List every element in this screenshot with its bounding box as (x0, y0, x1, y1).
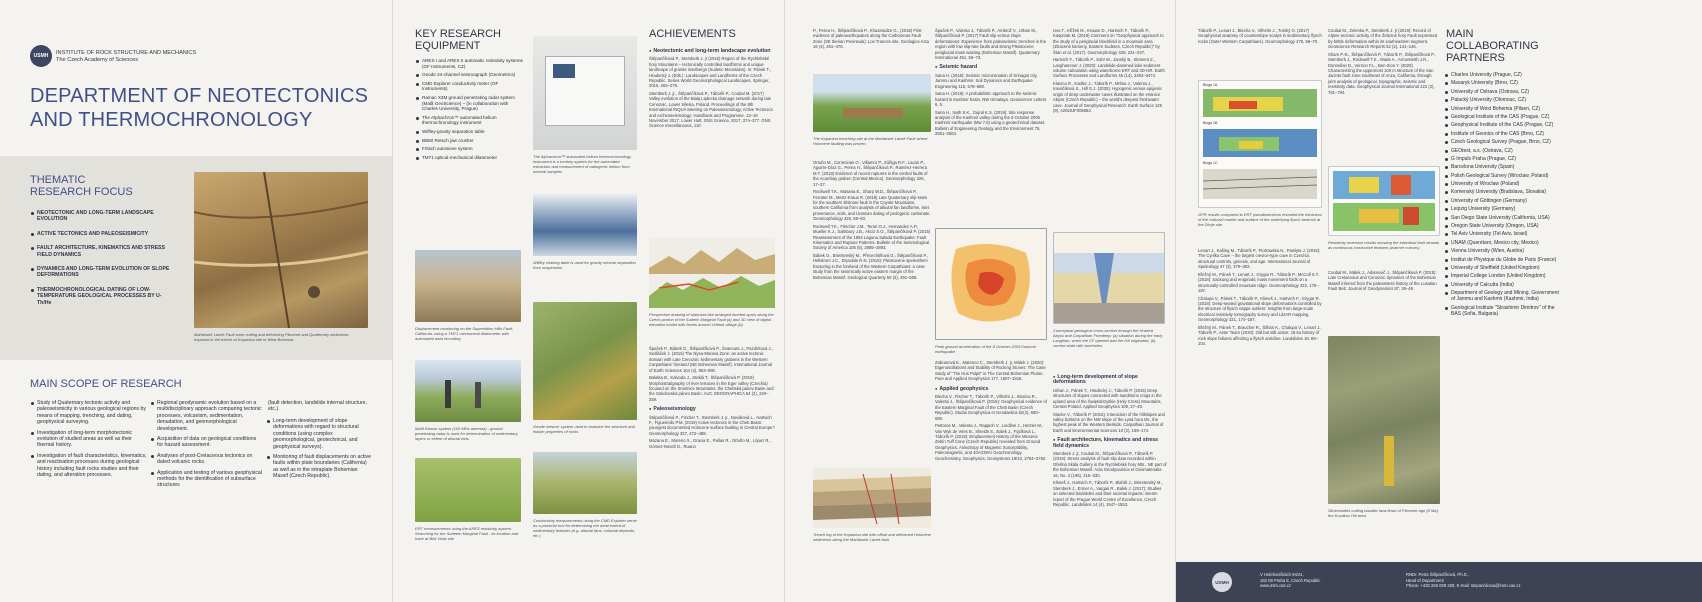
trench-photo-caption: Mariánské Lázně Fault zone cutting and deforming Pliocene and Quaternary sediments exposed in the trench at Kopanina site in West Bohemia (194, 332, 349, 342)
radar-photo (415, 360, 521, 422)
kopanina-caption: The Kopanina trenching site at the Mariánské Lázně Fault where Holocene faulting was proven. (813, 136, 928, 146)
partners-title (1446, 28, 1539, 64)
refs-col5-mid (935, 360, 1047, 463)
institute-line2: The Czech Academy of Sciences (56, 57, 139, 63)
scope-item: Acquisition of data on geological conditions for hazard assessment. (150, 436, 262, 449)
geode-caption: Geode seismic system used to examine the structure and elastic properties of rocks (533, 424, 635, 434)
gpr-label: Bizga 1A (1203, 83, 1218, 87)
partner-item: Institut de Physique du Globe de Paris (France) (1444, 257, 1562, 263)
resistivity-caption: Resistivity inversion results showing the individual fault strands as continuous conductive features (warmer colours) (1328, 240, 1440, 250)
reference: Klanica R., Kadlec J., Táborík P., Mrlina J., Valenta J., Kováčiková S., Hill G.J. (2020): Hypogenic versus epigenic origin of deep underwater caves illustrated on the Hranice Abyss (Czech Republic) – the world's deepest freshwater cave. Journal of Geophysical Research: Earth Surface 125 (9), e2020JF005663. (1053, 81, 1163, 114)
dilatometer-caption: Displacement monitoring on the Superstition Hills Fault, California, using a TM71 mechanical dilatometer with automated data recording (415, 326, 514, 341)
pga-map (935, 228, 1047, 340)
address-link[interactable]: www.irsm.cas.cz (1260, 583, 1291, 589)
partner-item: Oregon State University (Oregon, USA) (1444, 223, 1562, 229)
ert-photo (415, 458, 521, 522)
trench-photo (194, 172, 368, 328)
partner-item: Tel Aviv University (Tel Aviv, Israel) (1444, 231, 1562, 237)
institute-line1: INSTITUTE OF ROCK STRUCTURE AND MECHANICS (56, 50, 197, 56)
reference: Pettoros M., Valenta J., Rappich V., Lindline J., Hetzler M., Van Wyk de Vries B., Shields S., Balek J., Fojtíková L., Táborík P. (2019): Emplacement History of the Miocene Zebín Tuff Cone (Czech Republic) revealed from Ground Geophysics, Anisotropy of Magnetic Susceptibility, Paleomagnetic, and 40Ar/39Ar Geochronology. Geochemistry, Geophysics, Geosystems 19/10, 3764–3792. (935, 423, 1047, 461)
equipment-title-line1: KEY RESEARCH (415, 28, 501, 40)
dilatometer-photo (415, 250, 521, 322)
reference: Rockwell T.K., Masana E., Sharp W.D., Štěpančíková P., Ferrater M., Mertz-Kraus R. (2019) Late Quaternary slip-rates for the southern Elsinore fault in the Coyote Mountains, southern California from analysis of alluvial fan landforms, islet provenance, soils, and Uranium dating of pedogenic carbonate. Geomorphology 326, 68–93. (813, 189, 931, 222)
reference: Balatka B., Kalvoda J., Steklá T., Štěpančíková P. (2019) Morphostratigraphy of river terraces in the Eger valley (Czechia) focused on the Smolnice Mountains, the Chebská pánev Basin and the Sokolovská pánev Basin. AUC GEOGRAPHICA 54 (2), 240–259. (649, 375, 774, 402)
panel-references (785, 0, 1175, 602)
partner-item: University of Göttingen (Germany) (1444, 198, 1562, 204)
equipment-item: Fritsch autosieve system (415, 146, 523, 152)
focus-item: DYNAMICS AND LONG-TERM EVOLUTION OF SLOPE DEFORMATIONS (30, 266, 170, 279)
partner-item: University of Wroclaw (Poland) (1444, 181, 1562, 187)
partners-list (1444, 72, 1562, 319)
partner-item: Department of Geology and Mining, Government of Jammu and Kashmir (Kashmir, India) (1444, 290, 1562, 302)
contact-line1: RNDr. Petra Štěpančíková, Ph.D., (1406, 572, 1470, 577)
trench-photo-detail (194, 172, 368, 328)
reference: Lenart J., Kašing M., Táborík P., Piotrowska N., Pawlyta J. (2018): The Cyrilka Cave – the largest crevice-type cave in Czechia: structural controls, genesis, and age. International Journal of Speleology 47 (3), 379–392. (1198, 248, 1321, 270)
refs-col4-mid (813, 160, 931, 282)
cmd-photo (533, 452, 637, 514)
reference: Ortuño M., Corominas O., Villamor P., Zúñiga R.F., Lacan P., Aguirre-Díaz G., Perea H., Štěpančíková P., Ramírez-Herrera M.T. (2019) Evidence of recent ruptures in the central faults of the Acambay graben (Central Mexico). Geomorphology 326, 17–37. (813, 160, 928, 187)
partner-item: Geological Institute "Strashimir Dimitrov" of the BAS (Sofia, Bulgaria) (1444, 305, 1562, 317)
partner-item: University of Calcutta (India) (1444, 282, 1562, 288)
footer-address (1260, 572, 1320, 589)
partner-item: Imperial College London (United Kingdom) (1444, 273, 1562, 279)
achievements-col (649, 44, 775, 131)
gpr-label: Bizga 1C (1203, 161, 1218, 165)
partner-item: GEOtest, a.s. (Ostrava, CZ) (1444, 148, 1562, 154)
partner-item: San Diego State University (California, USA) (1444, 215, 1562, 221)
reference: Urban J., Pánek T., Hradecký J., Táborík P. (2015) Deep structures of slopes connected with sandstone crags in the upland area of the Šwiętokrzyskie (Holy Cross) Mountains, Central Poland. Applied Geophysics 109, 27–40. (1053, 387, 1162, 410)
department-title-line2: AND THERMOCHRONOLOGY (30, 109, 313, 131)
partners-title-line3: PARTNERS (1446, 52, 1505, 64)
reference: Sana H., Nath S.K., Gujral K.S. (2019): Site response analysis of the Kashmir valley during the 8 October 2005 Kashmir earthquake (Mw 7.6) using a geotechnical dataset. Bulletin of Engineering Geology and the Environment 78, 2551–2563. (935, 109, 1046, 137)
reference: Štěpančíková P., Fischer T., Stemberk J. jr., Nováková L., Hartvich F., Figueiredo P.M. (2019) Active tectonics in the Cheb Basin: youngest documented Holocene surface faulting in Central Europe? Geomorphology 327, 472–488. (649, 414, 775, 436)
reference: Coubal M., Zelenka P., Stemberk J. jr (2019): Record of Alpine tectonic activity of the Železné hory Fault expressed by brittle deformation within its southeastern segment. Geoscience Research Reports 52 (2), 141–146. (1328, 28, 1438, 50)
scope-col2 (150, 400, 262, 493)
gpr-pseudosections (1199, 81, 1321, 207)
equipment-item: BB50 Retsch jaw crusher (415, 138, 523, 144)
partner-item: Vienna University (Wien, Austria) (1444, 248, 1562, 254)
refs-col5-top (935, 28, 1047, 139)
perspective-drawing (649, 238, 775, 308)
partner-item: University of Ostrava (Ostrava, CZ) (1444, 89, 1562, 95)
partner-item: Barcelona University (Spain) (1444, 164, 1562, 170)
slickenside-person (1384, 436, 1394, 486)
radar-person (475, 382, 481, 408)
partner-item: Charles University (Prague, CZ) (1444, 72, 1562, 78)
reference: P., Perea H., Štěpančíková P., Khazaradze G., (2018) First evidence of paleoearthquakes along the Carboneras Fault Zone (SE Iberian Peninsula): Los Trances site. Geologica Acta 16 (4), 461–476. (813, 28, 929, 50)
resistivity-sections (1329, 167, 1439, 235)
partner-item: UNAM (Querétaro, Mexico city, Mexico) (1444, 240, 1562, 246)
panel-equipment (393, 0, 784, 602)
footer-logo-text: USMH (1215, 579, 1229, 585)
equipment-title-line2: EQUIPMENT (415, 40, 481, 52)
refs-col7-top (1198, 28, 1322, 46)
pga-map-drawing (936, 229, 1046, 339)
trench-log-caption: Trench log of the Kopanina site with offset and deformed Holocene sediments along the Mariánské Lázně fault (813, 532, 931, 542)
reference: Uva T., Křížek M., Krause D., Hartvich F., Táborík P., Kasprzak M. (2019) Comment on "Geophysical approach to the study of a periglacial blockfield in a mountain area (Ztracené kameny, Eastern Sudetes, Czech Republic)" by Štan et al. (2017). Geomorphology 328, 231–237. (1053, 28, 1164, 55)
contact-line2: Head of Department (1406, 577, 1444, 583)
reference: Klimeš J., Hartvich F., Táborík P., Blahůt J., Briestenský M., Stemberk J., Ermer A., Vargas R., Balek J. (2017): Studies on selected landslides and their societal impacts: interim report of the Prague World Centre of Excellence, Czech Republic. Landslides 14 (4), 1547–1553. (1053, 480, 1163, 507)
partner-item: Masaryk University (Brno, CZ) (1444, 80, 1562, 86)
hranice-profile (1053, 232, 1165, 324)
address-line1: V Holešovičkách 94/41, (1260, 572, 1304, 577)
gpr-caption: GPR results compared to ERT pseudosections revealed the thickness of the colluvial mantle and surface of the underlying flysch bedrock at the Zňoje site. (1198, 212, 1322, 227)
institute-logo (30, 45, 52, 67)
cmd-caption: Conductivity measurements using the CMD Explorer serve as a powerful tool for determining the areal extent of sedimentary features (e.g. alluvial fans, colluvial deposits, etc.) (533, 518, 637, 538)
logo-text: USMH (33, 53, 49, 59)
main-scope-title: MAIN SCOPE OF RESEARCH (30, 378, 182, 390)
partner-item: Institute of Geonics of the CAS (Brno, CZ) (1444, 131, 1562, 137)
reference: Coubal M., Málek J., Adamovič J., Štěpančíková P. (2015): Late Cretaceous and Cenozoic dynamics of the Bohemian Massif inferred from the paleostress history of the Lusatian Fault Belt. Journal of Geodynamics 87, 26–49. (1328, 270, 1437, 292)
equipment-item: Wilfley-gravity separation table (415, 129, 523, 135)
partner-item: Polish Geological Survey (Wroclaw, Poland) (1444, 173, 1562, 179)
contact-line3[interactable]: Phone: +420 266 009 328, E-mail: stepancikova@irsm.cas.cz (1406, 583, 1521, 589)
perspective-caption: Perspective drawing of staircase-like arranged faceted spurs along the Czech portion of the Sudetic Marginal Fault (a) and 3D view of digital elevation model with facets around Uhelná village (b) (649, 312, 774, 327)
wilfley-photo (533, 194, 637, 256)
scope-col1 (30, 400, 148, 482)
footer-contact (1406, 572, 1520, 589)
fault-architecture-title: ● Fault architecture, kinematics and stress field dynamics (1053, 437, 1167, 449)
reference: Zabranová E., Matenco C., Stemberk J. jr, Málek J. (2020): Eigenoscillations and Stability of Rocking Stones: The Case Study of "The Hus Pulpit" in The Central Bohemian Pluton. Pure and Applied Geophysics 177, 1907–1918. (935, 360, 1046, 382)
research-focus-title (30, 174, 133, 198)
partner-item: Czech Geological Survey (Prague, Brno, CZ) (1444, 139, 1562, 145)
radar-caption: Malå Ramac system (100 MHz antenna) - ground penetrating radar is used for determination of sedimentary layers or extent of alluvial fans (415, 426, 518, 441)
achievements-col2 (649, 346, 775, 451)
reference: Stacke V., Táborík P. (2015): Interaction of the hillslopes and valley bottoms on the NW slope of the Lysá hora Mt., the highest peak of the Western Beskids. Carpathian Journal of Earth and Environmental Sciences 10 (2), 159–174. (1053, 411, 1165, 433)
partner-item: Komenský University (Bratislava, Slovakia) (1444, 189, 1562, 195)
partners-title-line2: COLLABORATING (1446, 40, 1539, 52)
reference: Špaček P., Valenta J., Táborík P., Ambrož V., Urban M., Štěpančíková P. (2017) Fault slip versus slope deformations: Experience from paleoseismic trenches in the region with low slip-rate faults and strong Pleistocene periglacial mass wasting (Bohemian Massif). Quaternary International 451, 56–73. (935, 28, 1047, 61)
focus-item: THERMOCHRONOLOGICAL DATING OF LOW-TEMPERATURE GEOLOGICAL PROCESSES BY U-Th/He (30, 287, 170, 306)
ert-caption: ERT measurements using the ARES resistivity system. Searching for the Sudeten Marginal Fault - its location and trace at Bílá Voda site (415, 526, 519, 541)
alphachron-caption: The Alphachron™ automated helium thermochronology instrument is a turnkey system for the automated extraction and measurement of radiogenic helium from mineral samples (533, 154, 632, 174)
equipment-item: ARES I and ARES II automatic resistivity systems (GF Instruments, CZ) (415, 58, 523, 69)
reference: Chalupa V., Pánek T., Táborík P., Klimeš J., Hartvich F., Grygar R. (2018): Deep-seated gravitational slope deformations controlled by the structure of flysch nappe outliers: Insights from large-scale electrical resistivity tomography survey and LiDAR mapping. Geomorphology 321, 174–187. (1198, 295, 1322, 323)
partners-title-line1: MAIN (1446, 28, 1474, 40)
seismic-hazard-title: ● Seismic hazard (935, 64, 1047, 70)
scope-item: Regional geodynamic evolution based on a multidisciplinary approach comparing tectonic processes, volcanism, sedimentation, denudation, and geomorphological development. (150, 400, 262, 432)
slickenside-photo (1328, 336, 1440, 504)
pga-map-caption: Peak ground acceleration of the 8 October 2005 Kashmir earthquake (935, 344, 1036, 354)
reference: Břežný M., Pánek T., Braucher R., Šilhán K., Chalupa V., Lenart J., Táborík P., Aster Team (2020): Old but still active: 18 ka history of rock slope failures affecting a flysch anticline. Landslides 18, 89–104. (1198, 324, 1322, 347)
reference: Břežný M., Pánek T., Lenart J., Grygar R., Táborík P., McColl S.T. (2018): Sackung and enigmatic mass movement folds on a structurally-controlled mountain ridge. Geomorphology 322, 175–187. (1198, 271, 1320, 294)
partner-item: University of Sheffield (United Kingdom) (1444, 265, 1562, 271)
partner-item: G Impuls Praha (Prague, CZ) (1444, 156, 1562, 162)
geode-photo (533, 302, 637, 420)
refs-col6-bottom (1053, 370, 1167, 510)
panel-title (0, 0, 392, 602)
partner-item: Palacký University (Olomouc, CZ) (1444, 97, 1562, 103)
scope-col3 (266, 418, 372, 484)
gpr-figure (1198, 80, 1322, 208)
resistivity-figure (1328, 166, 1440, 236)
trench-log (813, 468, 931, 528)
wilfley-caption: Wilfley shaking table is used for gravity mineral separation from suspension (533, 260, 636, 270)
hranice-caption: Conceptual geological cross-section through the Hranice Abyss and Carpathian Foredeep: (a) situation during the early Langhian, when the CF opened and the HA originated, (b) current state with boreholes. (1053, 328, 1163, 348)
reference: Sana H. (2019): A probabilistic approach to the seismic hazard in Kashmir basin, NW Himalaya. Geoscience Letters 6, 5. (935, 91, 1047, 108)
slope-deformations-title: ● Long-term development of slope deformations (1053, 374, 1167, 386)
scope-item: Investigation of long-term morphotectonic evolution of studied areas as well as their thermal history. (30, 430, 148, 449)
applied-geophysics-title: ● Applied geophysics (935, 386, 1047, 392)
focus-item: FAULT ARCHITECTURE, KINEMATICS AND STRESS FIELD DYNAMICS (30, 245, 170, 258)
reference: Hartvich F., Táborík P., Sobr M., Janský B., Klement Z., Langhammer J. (2020): Landslide-dammed lake sediment volume calculation using waterborne ERT and 3D-IsR. Earth Surface Processes and Landforms 45 (14), 3463–3474. (1053, 57, 1165, 79)
alphachron-screen (553, 64, 575, 78)
refs-col8-top (1328, 28, 1438, 97)
footer-logo (1212, 572, 1232, 592)
hranice-profile-drawing (1054, 233, 1164, 323)
equipment-item: Geode 24-channel seismograph (Geometrics) (415, 72, 523, 78)
partner-item: Geological Institute of the CAS (Prague, CZ) (1444, 114, 1562, 120)
reference: Sana H. (2018): Seismic microzonation of Srinagar city, Jammu and Kashmir. Soil Dynamics and Earthquake Engineering 115, 578–588. (935, 72, 1038, 89)
equipment-title (415, 28, 501, 52)
institute-name (56, 50, 196, 64)
focus-title-line1: THEMATIC (30, 174, 86, 186)
slickenside-caption: Slickensides cutting basaltic lava flows of Pliocene age (8 Ma), the Kozákov Hill area (1328, 508, 1439, 518)
equipment-item: CMD Explorer conductivity meter (GF Instruments) (415, 81, 523, 92)
refs-col7-mid (1198, 248, 1322, 349)
achievements-sub1: ● Neotectonic and long-term landscape evolution (649, 48, 775, 54)
reference: Rockwell T.K., Fletcher J.M., Teran O.J., Hernandez A.P., Mueller K.J., Salisbury J.B., Akciz S.O., Štěpančíková P. (2015) Reassessment of the 1892 Laguna Salada Earthquake: Fault Kinematics and Rupture Patterns. Bulletin of the Seismological Society of America 105 (6), 2885–2893. (813, 223, 931, 251)
reference: Share P.-E., Štěpančíková P., Táborík P., Štěpančíková P., Stemberk J., Rockwell T.K., Wade A., Arrowsmith J.R., Donnellan D., Vernon F.L., Ben-Zion Y. (2020) Characterizing the uppermost 100 m structure of the San Jacinto fault zone southeast of Anza, California, through joint analysis of geological, topographic, seismic and resistivity data. Geophysical Journal International 222 (2), 781–794. (1328, 51, 1436, 95)
trench-cut (843, 108, 903, 118)
gpr-label: Bizga 1B (1203, 121, 1218, 125)
trench-log-drawing (813, 468, 931, 528)
perspective-dem (649, 238, 775, 308)
partner-item: University of West Bohemia (Pilsen, CZ) (1444, 106, 1562, 112)
partner-item: Leipzig University (Germany) (1444, 206, 1562, 212)
reference: Blecha V., Fischer T., Táborík P., Vilhelm J., Klanica R., Valenta J., Štěpančíková P. (2018): Geophysical evidence of the Eastern Marginal Fault of the Cheb Basin (Czech Republic). Studia Geophysica et Geodaetica 62(4), 660–680. (935, 394, 1047, 421)
achievements-sub2: ● Paleoseismology (649, 406, 775, 412)
research-focus-list (30, 210, 170, 314)
reference: Mazana E., Moreno X., Gracia E., Pallas R., Ortuño M., López R., Gómez-Novell O., Ruano (649, 438, 771, 449)
department-title (30, 84, 368, 132)
department-title-line1: DEPARTMENT OF NEOTECTONICS (30, 85, 369, 107)
reference: Táborík P., Lenart J., Blecha V., Vilhelm J., Turský O. (2017) Geophysical anatomy of counterslope scarps in sedimentary flysch rocks (Outer Western Carpathians). Geomorphology 276, 59–70. (1198, 28, 1322, 44)
reference: Stemberk J. jr., Štěpančíková P., Táborík P., Coubal M. (2017) Valley evolution of the Białą Lądecka drainage network during late Cenozoic, Lower Silesia, Poland. Proceedings of the 8th International INQUA Meeting on Paleoseismology, Active Tectonics and Archeoseismology: Handbook and Programme. 13–16 November 2017. Lower Hutt: GNS Science, 2017, 374–377. GNS Science miscellaneous, 110. (649, 91, 773, 129)
alphachron-photo (533, 36, 637, 150)
panel-partners (1176, 0, 1702, 602)
reference: Stemberk J. jr, Coubal M., Štěpančíková P., Táborík P. (2019): Stress analysis of fault slip data recorded within Ořešná Skála Gallery in the Rychlebské hory Mts., NE part of the Bohemian Massif. Acta Geodynamica et Geomaterialia 16, No. 3 (195), 315–330. (1053, 451, 1167, 478)
reference: Špaček P., Bábek O., Štěpančíková P., Švancara J., Pazdírková J., Sedláček J. (2015) The Nysa-Morava Zone: an active tectonic domain with Late Cenozoic sedimentary grabens in the Western Carpathians' foreland (NE Bohemian Massif). International Journal of Earth Sciences 104 (4), 963–990. (649, 346, 773, 373)
scope-col3-intro: (fault detection, landslide internal structure, etc.). (268, 400, 367, 413)
kopanina-photo (813, 74, 931, 132)
refs-col6-top (1053, 28, 1167, 116)
address-line2: 182 09 Praha 8, Czech Republic (1260, 577, 1321, 583)
reference: Štěpančíková P., Stemberk J. jr (2016) Region of the Rychlebské hory Mountains – tectonically controlled landforms and unique landscape of granite inselbergs (Sudetic Mountains). In: Pánek T., Hradecký J. (Eds.): Landscapes and Landforms of the Czech Republic. Series World Geomorphological Landscapes. Springer, 2016, 263–276. (649, 56, 771, 89)
equipment-item: Ramac X3M ground penetrating radar system (Malå GeoScience) – (in collaboration with Charles University, Prague) (415, 95, 523, 112)
radar-person (445, 380, 451, 408)
scope-item: Monitoring of fault displacements on active faults within plate boundaries (California) as well as in the intraplate Bohemian Massif (Czech Republic). (266, 454, 372, 480)
refs-col8-mid (1328, 270, 1438, 294)
focus-title-line2: RESEARCH FOCUS (30, 186, 133, 198)
scope-item: Application and testing of various geophysical methods for the identification of subsurface structures (150, 470, 262, 489)
focus-item: NEOTECTONIC AND LONG-TERM LANDSCAPE EVOLUTION (30, 210, 170, 223)
scope-item: Long-term development of slope deformations with regard to structural conditions (using complex geomorphological, geotechnical, and geophysical surveys). (266, 418, 372, 450)
equipment-list (415, 58, 523, 163)
achievements-title: ACHIEVEMENTS (649, 28, 736, 40)
equipment-item: The Alphachron™ automated helium thermochronology instrument (415, 115, 523, 126)
equipment-item: TM71 optical-mechanical dilatometer (415, 155, 523, 161)
scope-item: Investigation of fault characteristics, kinematics, and reactivation processes during geological history including fault rocks studies and their dating, and alteration processes. (30, 453, 148, 479)
refs-col4-top (813, 28, 931, 52)
scope-item: Study of Quaternary tectonic activity and paleoseismicity in various geological regions by means of mapping, trenching, and dating, geophysical surveying. (30, 400, 148, 426)
partner-item: Geophysical Institute of the CAS (Prague, CZ) (1444, 122, 1562, 128)
footer (1176, 562, 1702, 602)
focus-item: ACTIVE TECTONICS AND PALEOSEISMICITY (30, 231, 170, 237)
scope-item: Analyses of post-Cretaceous tectonics on dated volcanic rocks. (150, 453, 262, 466)
reference: Bábek O., Briestenský M., Přecechtělová G., Štěpančíková P., Hellstrom J.C., Drysdale R.N. (2015): Pleistocene speleothem fracturing in the foreland of the Western Carpathians: a case study from the seismically active eastern margin of the Bohemian Massif. Geological Quarterly 59 (3), 491–506. (813, 253, 929, 280)
